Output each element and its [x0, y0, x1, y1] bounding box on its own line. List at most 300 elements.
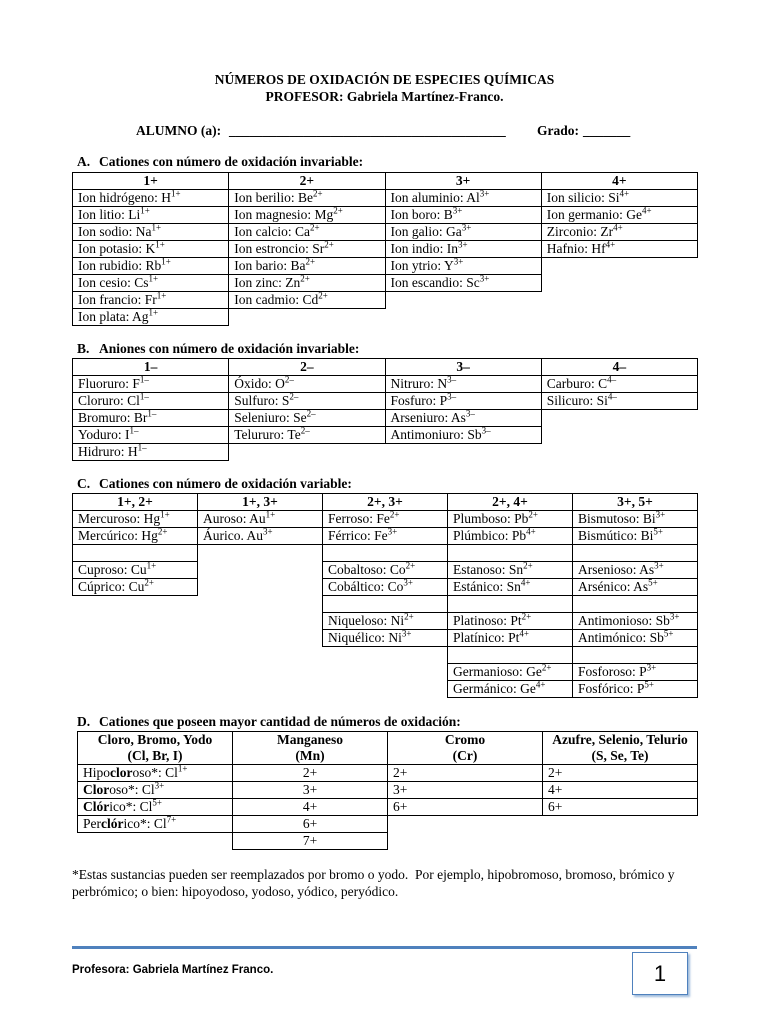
oxidation-charge: 3–	[447, 392, 457, 402]
section-c-heading	[77, 476, 352, 492]
header-row	[73, 359, 698, 376]
species-name: Ion cesio: Cs	[78, 275, 149, 290]
page-number-box	[632, 952, 688, 995]
oxidation-state-cell: 2+	[233, 765, 388, 782]
blank-cell	[573, 647, 698, 664]
species-cell	[73, 579, 198, 596]
species-cell	[573, 511, 698, 528]
species-name: Cúprico: Cu	[78, 579, 145, 594]
species-cell	[229, 190, 385, 207]
student-label: ALUMNO (a):	[136, 123, 222, 138]
name-suffix: oso*: Cl	[132, 765, 178, 780]
oxidation-state-cell: 3+	[233, 782, 388, 799]
oxidation-charge: 3+	[461, 223, 472, 233]
section-letter: B.	[77, 341, 90, 356]
oxidation-charge: 2+	[309, 223, 320, 233]
oxidation-state-cell: 2+	[543, 765, 698, 782]
name-root: clor	[110, 765, 133, 780]
empty-cell	[388, 816, 543, 833]
empty-cell	[385, 292, 541, 309]
table-row	[73, 562, 698, 579]
species-name: Carburo: C	[546, 376, 608, 391]
oxidation-charge: 2–	[289, 392, 299, 402]
column-header: 3–	[385, 359, 541, 376]
species-cell	[73, 309, 229, 326]
species-cell	[198, 528, 323, 545]
species-name: Fosforoso: P	[578, 664, 647, 679]
oxidation-charge: 2+	[312, 189, 323, 199]
species-cell	[448, 664, 573, 681]
footer-rule	[72, 946, 697, 949]
oxidation-charge: 1–	[129, 426, 139, 436]
oxidation-charge: 2+	[405, 561, 416, 571]
oxidation-state-cell: 7+	[233, 833, 388, 850]
column-header: 1+	[73, 173, 229, 190]
column-header	[543, 732, 698, 765]
species-name: Cloruro: Cl	[78, 393, 140, 408]
species-cell	[229, 376, 385, 393]
oxidation-charge: 4+	[526, 527, 536, 537]
empty-cell	[198, 579, 323, 596]
oxidation-charge: 3–	[481, 426, 491, 436]
species-name: Hafnio: Hf	[546, 241, 606, 256]
oxidation-charge: 4+	[641, 206, 652, 216]
empty-cell	[543, 816, 698, 833]
species-cell	[229, 410, 385, 427]
species-name: Ion cadmio: Cd	[234, 292, 319, 307]
species-cell	[229, 292, 385, 309]
species-name: Platínico: Pt	[453, 630, 520, 645]
column-header: 2+, 4+	[448, 494, 573, 511]
empty-cell	[541, 292, 697, 309]
species-name: Estanoso: Sn	[453, 562, 524, 577]
table-row	[73, 681, 698, 698]
species-name: Ion galio: Ga	[390, 224, 462, 239]
oxidation-charge: 4+	[535, 680, 546, 690]
species-cell	[385, 410, 541, 427]
empty-cell	[198, 647, 323, 664]
column-header-name: Manganeso	[276, 732, 343, 747]
species-name: Niqueloso: Ni	[328, 613, 405, 628]
empty-cell	[385, 309, 541, 326]
species-name: Platinoso: Pt	[453, 613, 522, 628]
oxidation-charge: 1–	[139, 392, 149, 402]
species-name: Férrico: Fe	[328, 528, 388, 543]
oxidation-charge: 3+	[646, 663, 657, 673]
blank-cell	[573, 545, 698, 562]
species-cell	[541, 224, 697, 241]
species-cell	[73, 258, 229, 275]
species-name: Ion litio: Li	[78, 207, 141, 222]
species-name: Sulfuro: S	[234, 393, 290, 408]
header-row	[73, 173, 698, 190]
species-cell	[573, 562, 698, 579]
footnote-line: *Estas sustancias pueden ser reemplazados por bromo o yodo. Por ejemplo, hipobromoso, bromoso, brómico y	[72, 867, 675, 882]
footnote-line: perbrómico; o bien: hipoyodoso, yodoso, yódico, peryódico.	[72, 884, 399, 899]
species-name: Ion germanio: Ge	[546, 207, 642, 222]
species-name: Bismutoso: Bi	[578, 511, 656, 526]
species-cell	[78, 799, 233, 816]
oxidation-charge: 3+	[479, 274, 490, 284]
section-title: Cationes con número de oxidación invariable:	[99, 154, 364, 169]
species-name: Ion zinc: Zn	[234, 275, 301, 290]
species-name: Antimonioso: Sb	[578, 613, 670, 628]
oxidation-charge: 3+	[654, 561, 664, 571]
species-name: Fluoruro: F	[78, 376, 140, 391]
oxidation-charge: 5+	[152, 798, 162, 808]
empty-cell	[323, 664, 448, 681]
column-header-symbols: (Cr)	[452, 748, 478, 763]
grade-label: Grado:	[537, 123, 579, 138]
oxidation-charge: 1+	[177, 764, 188, 774]
column-header-symbols: (Mn)	[295, 748, 325, 763]
header-row	[73, 494, 698, 511]
species-cell	[73, 511, 198, 528]
table-row	[73, 613, 698, 630]
species-cell	[73, 393, 229, 410]
species-name: Ion plata: Ag	[78, 309, 149, 324]
empty-cell	[198, 630, 323, 647]
blank-cell	[448, 596, 573, 613]
table-row	[73, 393, 698, 410]
oxidation-charge: 4–	[607, 392, 617, 402]
species-name: Ion potasio: K	[78, 241, 156, 256]
table-row	[73, 275, 698, 292]
empty-cell	[388, 833, 543, 850]
oxidation-charge: 1–	[137, 443, 147, 453]
species-name: Ion francio: Fr	[78, 292, 157, 307]
empty-cell	[73, 664, 198, 681]
table-row	[78, 816, 698, 833]
species-cell	[385, 224, 541, 241]
column-header: 1+, 2+	[73, 494, 198, 511]
table-row	[73, 410, 698, 427]
oxidation-charge: 4+	[519, 629, 529, 639]
table-row	[73, 224, 698, 241]
species-name: Hidruro: H	[78, 444, 138, 459]
species-cell	[385, 207, 541, 224]
species-cell	[385, 258, 541, 275]
species-name: Zirconio: Zr	[546, 224, 614, 239]
oxidation-charge: 2+	[521, 612, 532, 622]
footer-author: Profesora: Gabriela Martínez Franco.	[72, 964, 274, 976]
species-cell	[448, 511, 573, 528]
species-name: Ion indio: In	[390, 241, 458, 256]
oxidation-charge: 2+	[300, 274, 310, 284]
species-name: Cobaltoso: Co	[328, 562, 406, 577]
species-cell	[73, 562, 198, 579]
species-cell	[573, 579, 698, 596]
table-row	[73, 511, 698, 528]
section-a-heading	[77, 154, 363, 170]
species-cell	[73, 427, 229, 444]
section-letter: C.	[77, 476, 91, 491]
table-row	[73, 596, 698, 613]
species-cell	[73, 410, 229, 427]
oxidation-charge: 4–	[607, 375, 617, 385]
section-title: Aniones con número de oxidación invariable:	[99, 341, 360, 356]
species-name: Cuproso: Cu	[78, 562, 147, 577]
column-header: 1–	[73, 359, 229, 376]
table-row	[73, 579, 698, 596]
empty-cell	[543, 833, 698, 850]
section-letter: A.	[77, 154, 91, 169]
species-cell	[385, 190, 541, 207]
oxidation-charge: 2+	[389, 510, 400, 520]
species-name: Germánico: Ge	[453, 681, 536, 696]
species-name: Yoduro: I	[78, 427, 130, 442]
species-cell	[323, 528, 448, 545]
oxidation-charge: 2+	[523, 561, 533, 571]
student-name-blank: _________________________________________	[229, 123, 506, 138]
oxidation-charge: 1+	[161, 257, 171, 267]
species-name: Fosfórico: P	[578, 681, 645, 696]
empty-cell	[541, 444, 697, 461]
oxidation-charge: 1+	[148, 308, 159, 318]
invariable-cations-table	[72, 172, 698, 326]
multiple-oxidation-table	[77, 731, 698, 850]
species-cell	[448, 630, 573, 647]
section-title: Cationes con número de oxidación variable:	[99, 476, 352, 491]
species-name: Ion magnesio: Mg	[234, 207, 334, 222]
oxidation-charge: 2+	[528, 510, 538, 520]
species-name: Nitruro: N	[390, 376, 448, 391]
species-cell	[73, 190, 229, 207]
section-d-heading	[77, 714, 461, 730]
oxidation-state-cell: 2+	[388, 765, 543, 782]
column-header-name: Azufre, Selenio, Telurio	[552, 732, 688, 747]
species-cell	[448, 681, 573, 698]
table-row	[78, 765, 698, 782]
species-cell	[73, 275, 229, 292]
table-row	[73, 664, 698, 681]
column-header: 4–	[541, 359, 697, 376]
oxidation-charge: 2+	[318, 291, 328, 301]
empty-cell	[541, 309, 697, 326]
oxidation-charge: 1+	[156, 291, 167, 301]
empty-cell	[73, 630, 198, 647]
empty-cell	[229, 309, 385, 326]
species-name: Ion escandio: Sc	[390, 275, 480, 290]
species-cell	[229, 275, 385, 292]
blank-cell	[73, 545, 198, 562]
oxidation-charge: 3+	[458, 240, 468, 250]
oxidation-state-cell: 6+	[388, 799, 543, 816]
species-name: Óxido: O	[234, 376, 285, 391]
species-cell	[229, 427, 385, 444]
column-header	[388, 732, 543, 765]
species-cell	[73, 224, 229, 241]
empty-cell	[323, 647, 448, 664]
species-name: Silicuro: Si	[546, 393, 608, 408]
blank-cell	[448, 647, 573, 664]
species-cell	[448, 528, 573, 545]
column-header	[233, 732, 388, 765]
species-name: Arsenioso: As	[578, 562, 655, 577]
species-cell	[573, 664, 698, 681]
empty-cell	[73, 596, 198, 613]
species-name: Cobáltico: Co	[328, 579, 404, 594]
species-name: Ion estroncio: Sr	[234, 241, 325, 256]
blank-cell	[323, 545, 448, 562]
species-cell	[229, 207, 385, 224]
column-header: 4+	[541, 173, 697, 190]
name-suffix: ico*: Cl	[109, 799, 153, 814]
oxidation-state-cell: 3+	[388, 782, 543, 799]
empty-cell	[73, 681, 198, 698]
species-cell	[229, 393, 385, 410]
name-root: Clór	[83, 799, 110, 814]
species-cell	[448, 579, 573, 596]
oxidation-charge: 2–	[306, 409, 316, 419]
invariable-anions-table	[72, 358, 698, 461]
species-cell	[541, 393, 697, 410]
oxidation-charge: 3+	[263, 527, 273, 537]
oxidation-charge: 2+	[324, 240, 334, 250]
oxidation-charge: 4+	[520, 578, 531, 588]
column-header: 1+, 3+	[198, 494, 323, 511]
oxidation-charge: 2+	[333, 206, 343, 216]
empty-cell	[541, 275, 697, 292]
species-cell	[541, 376, 697, 393]
species-name: Telururo: Te	[234, 427, 301, 442]
species-cell	[323, 613, 448, 630]
oxidation-charge: 1+	[151, 223, 162, 233]
species-name: Seleniuro: Se	[234, 410, 307, 425]
table-row	[73, 207, 698, 224]
name-prefix: Per	[83, 816, 101, 831]
oxidation-charge: 1+	[140, 206, 150, 216]
name-suffix: ico*: Cl	[123, 816, 167, 831]
table-row	[73, 444, 698, 461]
species-cell	[573, 613, 698, 630]
oxidation-charge: 3–	[465, 409, 475, 419]
name-root: clór	[101, 816, 124, 831]
table-row	[73, 292, 698, 309]
empty-cell	[198, 664, 323, 681]
species-name: Arsénico: As	[578, 579, 649, 594]
blank-cell	[448, 545, 573, 562]
professor-line: PROFESOR: Gabriela Martínez-Franco.	[265, 89, 504, 104]
oxidation-charge: 1+	[170, 189, 181, 199]
species-name: Bismútico: Bi	[578, 528, 654, 543]
oxidation-charge: 3+	[655, 510, 666, 520]
oxidation-charge: 3+	[387, 527, 398, 537]
oxidation-charge: 3–	[447, 375, 457, 385]
column-header: 3+	[385, 173, 541, 190]
oxidation-state-cell: 4+	[233, 799, 388, 816]
empty-cell	[198, 613, 323, 630]
species-cell	[448, 613, 573, 630]
section-letter: D.	[77, 714, 91, 729]
column-header	[78, 732, 233, 765]
species-cell	[73, 292, 229, 309]
table-row	[73, 258, 698, 275]
species-name: Arseniuro: As	[390, 410, 466, 425]
empty-cell	[78, 833, 233, 850]
name-prefix: Hipo	[83, 765, 110, 780]
species-cell	[78, 816, 233, 833]
oxidation-charge: 5+	[648, 578, 658, 588]
table-row	[78, 782, 698, 799]
student-line	[0, 123, 768, 139]
table-row	[73, 545, 698, 562]
species-cell	[323, 562, 448, 579]
species-cell	[573, 681, 698, 698]
empty-cell	[229, 444, 385, 461]
species-cell	[448, 562, 573, 579]
species-name: Ion calcio: Ca	[234, 224, 310, 239]
oxidation-charge: 3+	[154, 781, 165, 791]
column-header: 2+, 3+	[323, 494, 448, 511]
species-name: Mercúrico: Hg	[78, 528, 158, 543]
oxidation-charge: 1+	[155, 240, 165, 250]
oxidation-charge: 1–	[139, 375, 149, 385]
oxidation-charge: 3+	[669, 612, 680, 622]
species-cell	[385, 275, 541, 292]
species-name: Germanioso: Ge	[453, 664, 542, 679]
table-row	[78, 799, 698, 816]
oxidation-charge: 2+	[404, 612, 414, 622]
species-name: Antimónico: Sb	[578, 630, 664, 645]
column-header-symbols: (S, Se, Te)	[591, 748, 649, 763]
oxidation-charge: 1+	[265, 510, 276, 520]
document-title: NÚMEROS DE OXIDACIÓN DE ESPECIES QUÍMICAS	[214, 72, 555, 87]
species-cell	[323, 511, 448, 528]
name-root: Clor	[83, 782, 110, 797]
column-header-name: Cromo	[444, 732, 486, 747]
species-name: Antimoniuro: Sb	[390, 427, 482, 442]
species-name: Auroso: Au	[203, 511, 266, 526]
species-cell	[198, 511, 323, 528]
species-cell	[385, 393, 541, 410]
empty-cell	[198, 545, 323, 562]
oxidation-charge: 3+	[453, 257, 464, 267]
blank-cell	[323, 596, 448, 613]
species-cell	[229, 224, 385, 241]
species-name: Bromuro: Br	[78, 410, 148, 425]
empty-cell	[541, 410, 697, 427]
oxidation-charge: 5+	[663, 629, 674, 639]
empty-cell	[323, 681, 448, 698]
section-b-heading	[77, 341, 359, 357]
species-name: Ion berilio: Be	[234, 190, 313, 205]
oxidation-charge: 2+	[541, 663, 552, 673]
oxidation-charge: 1+	[148, 274, 159, 284]
column-header: 2+	[229, 173, 385, 190]
species-cell	[78, 782, 233, 799]
species-cell	[385, 427, 541, 444]
variable-cations-table	[72, 493, 698, 698]
empty-cell	[385, 444, 541, 461]
column-header: 3+, 5+	[573, 494, 698, 511]
species-name: Plúmbico: Pb	[453, 528, 527, 543]
species-cell	[573, 630, 698, 647]
species-name: Áurico. Au	[203, 528, 263, 543]
table-row	[78, 833, 698, 850]
species-cell	[541, 190, 697, 207]
species-cell	[323, 579, 448, 596]
oxidation-charge: 3+	[403, 578, 413, 588]
oxidation-charge: 2–	[300, 426, 310, 436]
column-header-name: Cloro, Bromo, Yodo	[97, 732, 213, 747]
oxidation-charge: 1+	[146, 561, 157, 571]
species-name: Ion sodio: Na	[78, 224, 152, 239]
oxidation-charge: 3+	[452, 206, 463, 216]
oxidation-charge: 5+	[644, 680, 654, 690]
species-cell	[73, 207, 229, 224]
table-row	[73, 647, 698, 664]
